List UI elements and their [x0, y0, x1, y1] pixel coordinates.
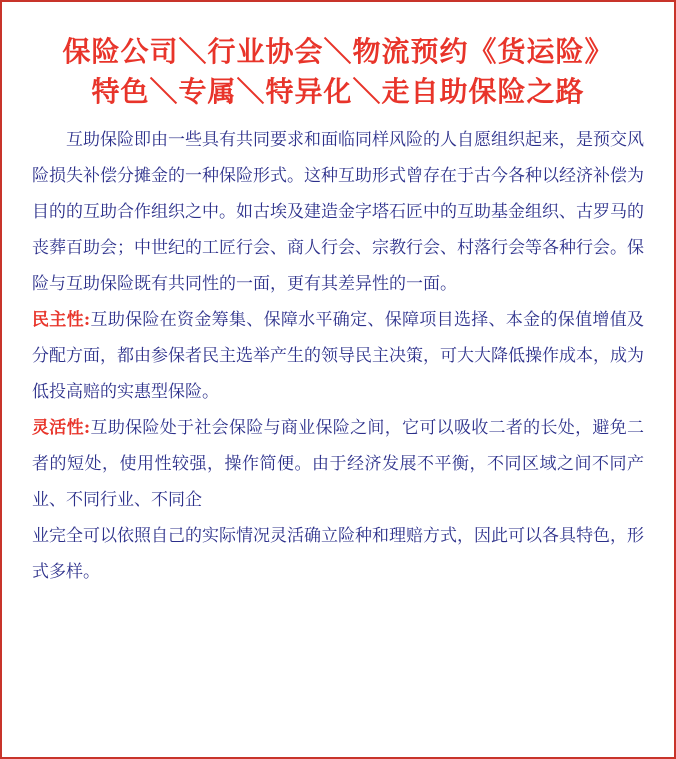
page-title [32, 32, 644, 112]
document-body [32, 122, 644, 590]
page-title-line-1: 保险公司＼行业协会＼物流预约《货运险》 [62, 35, 614, 68]
paragraph-continuation-text: 业完全可以依照自己的实际情况灵活确立险种和理赔方式，因此可以各具特色，形式多样。 [32, 526, 644, 582]
paragraph-democracy [32, 302, 644, 410]
paragraph-intro [32, 122, 644, 302]
paragraph-flexibility [32, 410, 644, 518]
paragraph-intro-text: 互助保险即由一些具有共同要求和面临同样风险的人自愿组织起来，是预交风险损失补偿分摊金的一种保险形式。这种互助形式曾存在于古今各种以经济补偿为目的的互助合作组织之中。如古埃及建造金字塔石匠中的互助基金组织、古罗马的丧葬百助会；中世纪的工匠行会、商人行会、宗教行会、村落行会等各种行会。保险与互助保险既有共同性的一面，更有其差异性的一面。 [32, 130, 644, 294]
paragraph-continuation [32, 518, 644, 590]
paragraph-flexibility-text: 互助保险处于社会保险与商业保险之间，它可以吸收二者的长处，避免二者的短处，使用性较强，操作简便。由于经济发展不平衡，不同区域之间不同产业、不同行业、不同企 [32, 418, 645, 510]
paragraph-flexibility-lead: 灵活性: [32, 418, 91, 438]
page-title-line-2: 特色＼专属＼特异化＼走自助保险之路 [91, 75, 585, 108]
paragraph-democracy-lead: 民主性: [32, 310, 91, 330]
paragraph-democracy-text: 互助保险在资金筹集、保障水平确定、保障项目选择、本金的保值增值及分配方面，都由参保者民主选举产生的领导民主决策，可大大降低操作成本，成为低投高赔的实惠型保险。 [32, 310, 645, 402]
